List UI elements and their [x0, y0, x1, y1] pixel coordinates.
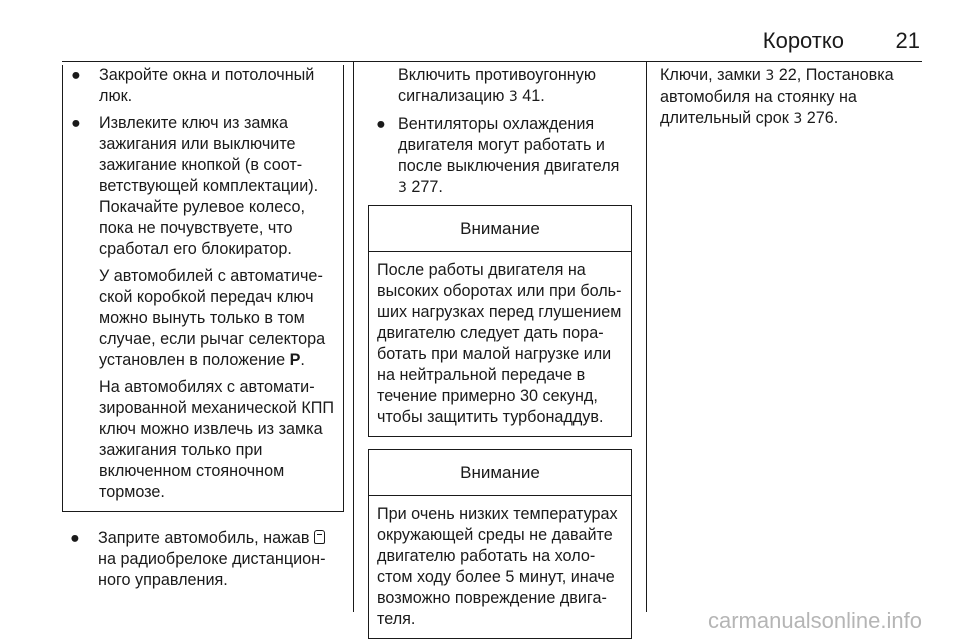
framed-block: [62, 65, 344, 512]
reference-arrow-icon: 3: [398, 180, 407, 196]
bullet-text: Заприте автомобиль, нажав: [98, 529, 314, 547]
bullet-icon: ●: [71, 114, 81, 132]
bullet-icon: ●: [376, 115, 386, 133]
lock-key-icon: [314, 530, 325, 544]
column-right: [660, 65, 928, 130]
bullet-icon: ●: [71, 66, 81, 84]
paragraph-alarm: [368, 65, 632, 108]
column-divider: [353, 62, 354, 612]
bullet-text: 277.: [406, 178, 443, 196]
watermark: carmanualsonline.info: [707, 608, 922, 633]
page-title: Коротко: [762, 28, 844, 53]
warning-box: [368, 205, 632, 437]
paragraph-text: Ключи, замки: [660, 66, 766, 84]
paragraph-manual: [63, 377, 335, 503]
paragraph-automatic: [63, 266, 335, 371]
column-left: [62, 65, 344, 597]
reference-arrow-icon: 3: [765, 68, 775, 84]
warning-title: Внимание: [369, 206, 631, 252]
bullet-cooling-fans: [368, 114, 632, 199]
paragraph-text: .: [300, 351, 305, 369]
warning-box: [368, 449, 632, 639]
page-header: [62, 27, 922, 62]
gear-position-p: P: [289, 351, 301, 369]
paragraph-text: Включить противоугонную сигнализацию: [398, 66, 596, 105]
paragraph-text: 41.: [517, 87, 545, 105]
bullet-close-windows: [63, 65, 335, 107]
paragraph-text: 276.: [802, 109, 839, 127]
bullet-remove-key: [63, 113, 335, 260]
paragraph-text: У автомобилей с автоматической коробкой передач ключ можно вынуть только в том случае, если рычаг селектора установлен в положение: [99, 267, 326, 369]
warning-title: Внимание: [369, 450, 631, 496]
paragraph-text: 22, Постановка автомобиля на стоянку на длительный срок: [660, 66, 894, 127]
bullet-text: Вентиляторы охлаждения двигателя могут работать и после выключения двигателя: [398, 115, 620, 175]
reference-arrow-icon: 3: [508, 89, 518, 105]
column-divider: [646, 62, 647, 612]
warning-body: После работы двигателя на высоких оборотах или при больших нагрузках перед глушением двигателю следует дать поработать при малой нагрузке или на нейтральной передаче в течение примерно 30 секунд, чтобы защитить турбонаддув.: [377, 261, 622, 426]
paragraph-see-also: [660, 65, 928, 130]
bullet-text: Извлеките ключ из замка зажигания или выключите зажигание кнопкой (в соответствующей комплектации). Покачайте рулевое колесо, пока не почувствуете, что сработал его блокиратор.: [99, 114, 319, 258]
reference-arrow-icon: 3: [793, 111, 803, 127]
page-number: 21: [895, 28, 920, 53]
bullet-text: Закройте окна и потолочный люк.: [99, 66, 315, 105]
paragraph-text: На автомобилях с автоматизированной механической КПП ключ можно извлечь из замка зажигания только при включенном стояночном тормозе.: [99, 378, 335, 501]
bullet-text: на радиобрелоке дистанционного управления.: [98, 550, 326, 589]
bullet-lock-car: [62, 528, 344, 591]
warning-body: При очень низких температурах окружающей среды не давайте двигателю работать на холостом ходу более 5 минут, иначе возможно повреждение двигателя.: [377, 505, 618, 628]
bullet-icon: ●: [70, 529, 80, 547]
column-middle: [368, 65, 632, 639]
